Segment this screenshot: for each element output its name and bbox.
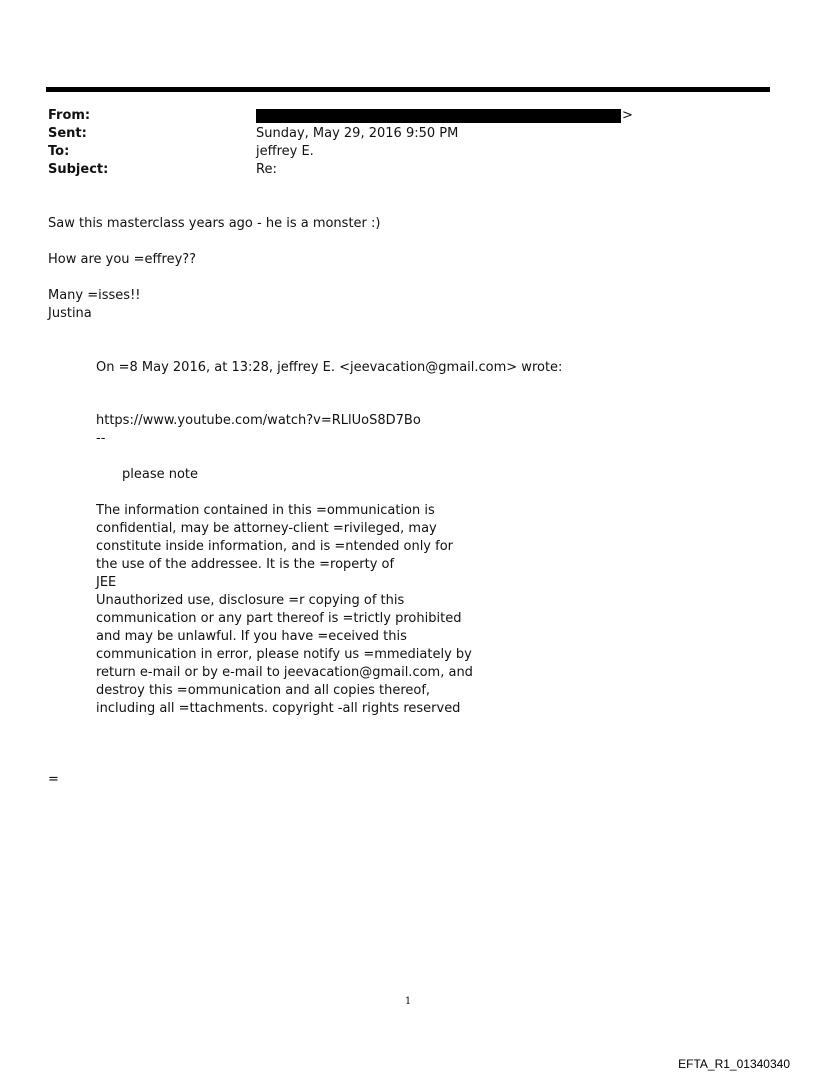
disclaimer-line: confidential, may be attorney-client =rivileged, may <box>96 521 437 536</box>
page-number: 1 <box>404 996 412 1007</box>
disclaimer-line: JEE <box>96 575 117 590</box>
header-to-row <box>48 143 768 161</box>
disclaimer-line: destroy this =ommunication and all copies thereof, <box>96 683 431 698</box>
message-line: Saw this masterclass years ago - he is a monster :) <box>48 216 381 231</box>
disclaimer-line: The information contained in this =ommunication is <box>96 503 435 518</box>
to-value: jeffrey E. <box>256 144 314 159</box>
quoted-separator: -- <box>96 431 106 446</box>
subject-value: Re: <box>256 162 277 177</box>
message-line: Many =isses!! <box>48 288 141 303</box>
disclaimer-line: including all =ttachments. copyright -all rights reserved <box>96 701 461 716</box>
subject-label: Subject: <box>48 162 109 177</box>
header-from-row <box>48 107 768 125</box>
message-line: How are you =effrey?? <box>48 252 197 267</box>
redaction-bar <box>256 109 621 123</box>
disclaimer-line: communication in error, please notify us =mmediately by <box>96 647 472 662</box>
sent-label: Sent: <box>48 126 87 141</box>
disclaimer-line: Unauthorized use, disclosure =r copying of this <box>96 593 405 608</box>
header-sent-row <box>48 125 768 143</box>
disclaimer-line: the use of the addressee. It is the =roperty of <box>96 557 395 572</box>
disclaimer-line: constitute inside information, and is =ntended only for <box>96 539 454 554</box>
header-divider <box>46 87 770 92</box>
sent-value: Sunday, May 29, 2016 9:50 PM <box>256 126 459 141</box>
to-label: To: <box>48 144 70 159</box>
bates-number: EFTA_R1_01340340 <box>678 1057 790 1071</box>
from-suffix: > <box>622 108 633 123</box>
from-label: From: <box>48 108 91 123</box>
message-signature: Justina <box>48 306 92 321</box>
trailing-mark: = <box>48 772 59 787</box>
quoted-link[interactable]: https://www.youtube.com/watch?v=RLlUoS8D7Bo <box>96 413 421 428</box>
disclaimer-line: communication or any part thereof is =trictly prohibited <box>96 611 462 626</box>
header-subject-row <box>48 161 768 179</box>
disclaimer-line: and may be unlawful. If you have =eceived this <box>96 629 407 644</box>
please-note-text: please note <box>122 467 199 482</box>
disclaimer-line: return e-mail or by e-mail to jeevacation@gmail.com, and <box>96 665 473 680</box>
quoted-intro: On =8 May 2016, at 13:28, jeffrey E. <jeevacation@gmail.com> wrote: <box>96 360 563 375</box>
